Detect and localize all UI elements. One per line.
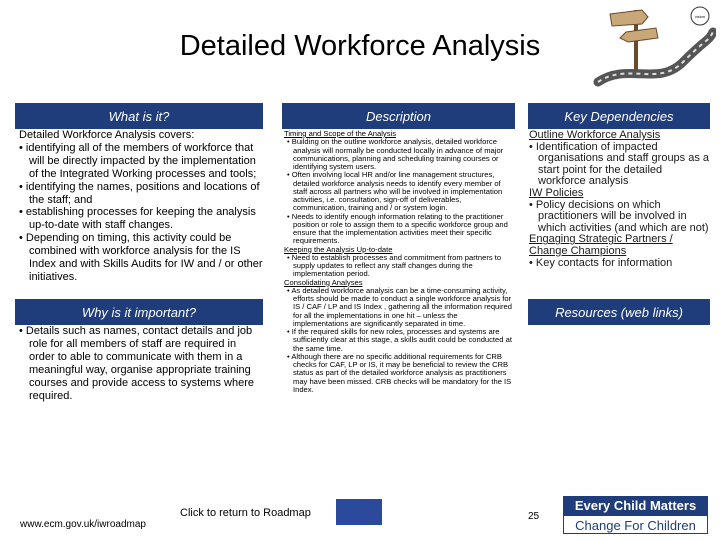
what-is-it-header: What is it?	[15, 103, 263, 129]
return-to-roadmap-link[interactable]: Click to return to Roadmap	[180, 507, 311, 519]
description-body	[284, 130, 514, 394]
description-header: Description	[282, 103, 515, 129]
what-item: • establishing processes for keeping the analysis up-to-date with staff changes.	[19, 206, 256, 232]
key-dependencies-body	[529, 130, 712, 269]
why-important-header: Why is it important?	[15, 299, 263, 325]
desc-item: • Although there are no specific additional requirements for CRB checks for CAF, LP or IS, it may be beneficial to review the CRB status as part of the detailed workforce analysis as practitioners may have been missed. CRB checks will be mandatory for the IS Index.	[287, 351, 512, 394]
roadmap-thumbnail-icon[interactable]	[336, 499, 382, 525]
what-item: • Depending on timing, this activity could be combined with workforce analysis for the IS Index and with Skills Audits for IW and / or other initiatives.	[19, 232, 263, 283]
ecm-logo-top: Every Child Matters	[563, 496, 708, 515]
resources-header[interactable]: Resources (web links)	[528, 299, 710, 325]
page-number: 25	[528, 511, 540, 522]
page-title: Detailed Workforce Analysis	[179, 30, 541, 62]
logo-badge-text: vision	[694, 14, 706, 19]
what-is-it-body	[19, 129, 263, 284]
key-dependencies-header: Key Dependencies	[528, 103, 710, 129]
what-intro: Detailed Workforce Analysis covers:	[19, 129, 195, 141]
why-item: • Details such as names, contact details and job role for all members of staff are required in order to able to communicate with them in a meaningful way, organise appropriate training courses and provide access to systems where required.	[19, 325, 254, 402]
keydep-link-strategic-partners[interactable]: Engaging Strategic Partners / Change Champions	[529, 233, 673, 257]
desc-item: • Building on the outline workforce analysis, detailed workforce analysis will normally be conducted locally in advance of major communications, planning and scheduling training courses or identifying system users.	[287, 137, 504, 171]
desc-section-heading: Timing and Scope of the Analysis	[284, 129, 396, 138]
keydep-link-outline-workforce[interactable]: Outline Workforce Analysis	[529, 129, 661, 141]
why-important-body	[19, 325, 263, 402]
desc-item: • As detailed workforce analysis can be a time-consuming activity, efforts should be made to conduct a single workforce analysis for IS / CAF / LP and IS Index , gathering all the information required for all the implementations in one hit – unless the implementations are significantly separated in time.	[287, 285, 512, 328]
keydep-item: • Policy decisions on which practitioners will be involved in which activities (and which are not)	[529, 198, 709, 234]
keydep-link-iw-policies[interactable]: IW Policies	[529, 186, 584, 199]
keydep-item: • Key contacts for information	[529, 256, 673, 269]
ecm-logo-bottom: Change For Children	[563, 515, 708, 534]
desc-item: • If the required skills for new roles, processes and systems are sufficiently clear at this stage, a skills audit could be conducted at the same time.	[287, 327, 512, 353]
keydep-item: • Identification of impacted organisations and staff groups as a start point for the detailed workforce analysis	[529, 140, 710, 188]
signpost-road-logo	[588, 2, 716, 94]
desc-item: • Needs to identify enough information relating to the practitioner position or role to assign them to a specific workforce group and ensure that the implementation activities meet their specific requirements.	[287, 211, 508, 246]
what-item: • identifying all of the members of workforce that will be directly impacted by the implementation of the Integrated Working processes and tools;	[19, 141, 257, 180]
desc-section-heading: Consolidating Analyses	[284, 277, 363, 287]
what-item: • identifying the names, positions and locations of the staff; and	[19, 180, 260, 206]
desc-item: • Need to establish processes and commitment from partners to supply updates to reflect any staff changes during the implementation period.	[287, 252, 502, 279]
every-child-matters-logo	[563, 496, 708, 534]
desc-item: • Often involving local HR and/or line management structures, detailed workforce analysis needs to identify every member of staff across all partners who will be involved in implementation activities, i.e. consultation, sign-off of deliverables, communication, training and / or system login.	[287, 170, 503, 213]
footer-url: www.ecm.gov.uk/iwroadmap	[20, 519, 146, 530]
desc-section-heading: Keeping the Analysis Up-to-date	[284, 244, 393, 254]
